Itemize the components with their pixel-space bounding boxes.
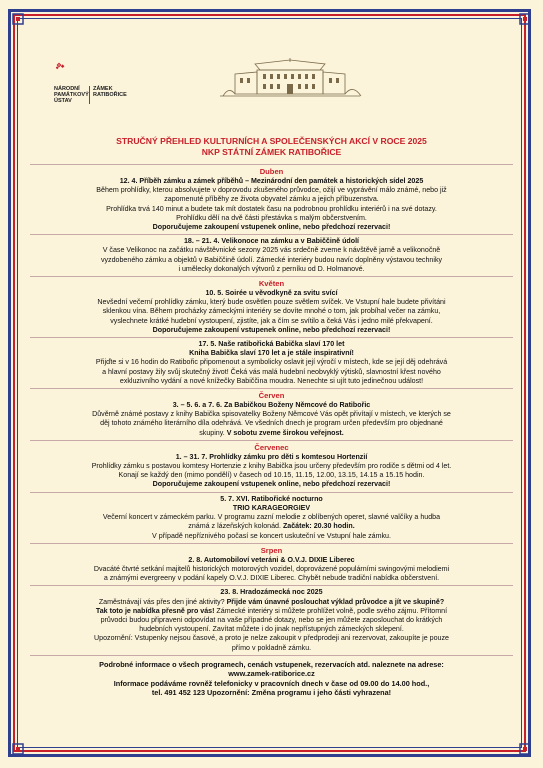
event-text: i umělecky dokonalých výtvorů z perníku od D. Holmanové.	[178, 264, 365, 273]
event-text: Upozornění: Vstupenky nejsou časové, a proto je nelze zakoupit v předprodeji ani rezervovat, zakoupíte je pouze	[94, 634, 449, 643]
footer	[30, 660, 513, 698]
event-text: Přijďte si v 16 hodin do Ratibořic připomenout a symbolicky oslavit její výročí v místech, kde se její děj odehrává	[95, 358, 448, 367]
event-heading: 23. 8. Hradozámecká noc 2025	[220, 588, 323, 597]
divider	[30, 655, 513, 656]
event-text: zapomenuté příběhy ze života obyvatel zámku a jejich příbuzenstva.	[164, 195, 379, 204]
event-text: sklenkou vína. Během procházky zámeckými interiéry se dovíte mnohé o tom, jak probíhal večer na zámku,	[102, 307, 441, 316]
event-heading: 3. – 5. 6. a 7. 6. Za Babičkou Boženy Němcové do Ratibořic	[172, 401, 371, 410]
divider	[30, 388, 513, 389]
header	[30, 50, 513, 120]
event-block	[30, 453, 513, 490]
event-text: Prohlídku dělí na dvě části přestávka s malým občerstvením.	[176, 213, 367, 222]
divider	[30, 164, 513, 165]
month-heading: Duben	[259, 167, 284, 176]
event-block	[30, 289, 513, 335]
event-text: hudebních vystoupení. Zavítat můžete i do jinak nepřístupných zámeckých sklepení.	[139, 625, 404, 634]
event-text: Nevšední večerní prohlídky zámku, který bude osvětlen pouze světlem svíček. Ve Vstupní hale budete přivítáni	[97, 298, 446, 307]
divider	[30, 543, 513, 544]
event-heading: 12. 4. Příběh zámku a zámek příběhů – Mezinárodní den památek a historických sídel 2025	[119, 177, 424, 185]
logo-castle-name: ZÁMEK RATIBOŘICE	[93, 86, 127, 98]
event-text: Zaměstnávají vás přes den jiné aktivity? Přijde vám únavné poslouchat výklad průvodce a jít ve skupině?	[98, 597, 445, 606]
month-heading: Srpen	[260, 545, 283, 555]
event-text: skupiny. V sobotu zveme širokou veřejnost.	[199, 428, 344, 437]
event-text: Večerní koncert v zámeckém parku. V programu zazní melodie z oblíbených operet, slavné valčíky a hudba	[102, 513, 441, 522]
event-text: známá z lázeňských kolonád. Začátek: 20.30 hodin.	[188, 522, 355, 531]
event-heading: 1. – 31. 7. Prohlídky zámku pro děti s komtesou Hortenzií	[175, 452, 368, 461]
event-text: a známými evergreeny v podání kapely O.V.J. DIXIE Liberec. Chybět nebude tradiční nabídka občerstvení.	[103, 574, 440, 583]
event-text: průvodci budou připraveni odpovídat na vaše případné dotazy, nebo se jen můžete zaposlouchat do krátkých	[100, 615, 443, 624]
event-block	[30, 588, 513, 652]
footer-text: tel. 491 452 123 Upozornění: Změna programu i jeho části vyhrazena!	[151, 688, 392, 698]
event-block	[30, 495, 513, 541]
divider	[30, 234, 513, 235]
event-note: Doporučujeme zakoupení vstupenek online, nebo předchozí rezervaci!	[152, 223, 391, 232]
document-content	[30, 50, 513, 698]
chateau-drawing-icon	[215, 58, 365, 100]
event-heading: 5. 7. XVI. Ratibořické nocturno	[220, 494, 323, 503]
event-subheading: TRIO KARAGEORGIEV	[232, 503, 311, 512]
event-text: Prohlídka trvá 140 minut a budete tak mít dostatek času na podrobnou prohlídku interiérů i na své dotazy.	[106, 204, 437, 213]
month-heading: Červen	[258, 391, 285, 401]
divider	[30, 492, 513, 493]
event-text: děj tohoto známého literárního díla odehrává. Ve všedních dnech je program určen především pro objednané	[100, 419, 443, 428]
event-text: Konají se každý den (mimo pondělí) v časech od 10.15, 11.15, 12.00, 13.15, 14.15 a 15.15 hodin.	[118, 471, 425, 480]
event-note: Doporučujeme zakoupení vstupenek online, nebo předchozí rezervaci!	[152, 325, 391, 334]
event-block	[30, 401, 513, 438]
event-block	[30, 556, 513, 584]
event-subheading: Kniha Babička slaví 170 let a je stále inspirativní!	[189, 349, 354, 358]
event-text: vyzdobeného zámku a objektů v Babiččině údolí. Zámecké interiéry budou navíc doplněny výstavou techniky	[100, 255, 443, 264]
logo-divider	[89, 86, 90, 104]
event-block	[30, 237, 513, 274]
npu-logo-icon	[56, 60, 86, 82]
logo-org-name: NÁRODNÍ PAMÁTKOVÝ ÚSTAV	[54, 86, 89, 104]
corner-ornament-icon	[518, 12, 532, 26]
divider	[30, 585, 513, 586]
event-text: Dvacáté čtvrté setkání majitelů historických motorových vozidel, doprovázené populárními swingovými melodiemi	[93, 564, 450, 573]
event-heading: 17. 5. Naše ratibořická Babička slaví 170 let	[198, 340, 345, 349]
event-note: Doporučujeme zakoupení vstupenek online, nebo předchozí rezervaci!	[152, 480, 391, 489]
website-link[interactable]: www.zamek-ratiborice.cz	[228, 669, 315, 679]
event-text: a hlavní postavy žily svůj skutečný život! Čeká vás malá hudební neobvyklý výtisků, slavnostní křest nového	[102, 367, 441, 376]
event-heading: 2. 8. Automobiloví veteráni & O.V.J. DIXIE Liberec	[188, 555, 355, 564]
page-title: STRUČNÝ PŘEHLED KULTURNÍCH A SPOLEČENSKÝCH AKCÍ V ROCE 2025 NKP STÁTNÍ ZÁMEK RATIBOŘICE	[116, 136, 427, 157]
event-text: vyslechnete krátké hudební vystoupení, zjistíte, jak a čím se svítilo a čeká Vás i jedno milé překvapení.	[110, 316, 433, 325]
divider	[30, 337, 513, 338]
month-heading: Červenec	[254, 442, 289, 452]
footer-text: Podrobné informace o všech programech, cenách vstupenek, rezervacích atd. naleznete na adrese:	[99, 659, 444, 669]
event-heading: 10. 5. Soirée u věvodkyně za svitu svící	[205, 289, 338, 298]
divider	[30, 276, 513, 277]
event-block	[30, 340, 513, 386]
event-heading: 18. – 21. 4. Velikonoce na zámku a v Babiččině údolí	[183, 237, 360, 246]
corner-ornament-icon	[11, 12, 25, 26]
divider	[30, 440, 513, 441]
event-block	[30, 177, 513, 232]
event-text: přímo v pokladně zámku.	[231, 643, 312, 652]
corner-ornament-icon	[518, 742, 532, 756]
event-text: exkluzivního vydání a nové knížečky Babiččina moudra. Nenechte si ujít tuto jedinečnou událost!	[119, 376, 424, 385]
corner-ornament-icon	[11, 742, 25, 756]
month-heading: Květen	[258, 279, 285, 289]
event-text: Důvěrně známé postavy z knihy Babička spisovatelky Boženy Němcové Vás opět přivítají v místech, ve kterých se	[92, 410, 451, 419]
footer-text: Informace podáváme rovněž telefonicky v pracovních dnech v čase od 09.00 do 14.00 hod.,	[113, 678, 430, 688]
event-text: V čase Velikonoc na začátku návštěvnické sezony 2025 vás srdečně zveme k návštěvě jarně a velikonočně	[102, 246, 441, 255]
event-text: Během prohlídky, kterou absolvujete v doprovodu zkušeného průvodce, ožijí ve vyprávění málo známé, nebo již	[96, 186, 447, 195]
event-text: Tak toto je nabídka přesně pro vás! Zámecké interiéry si můžete prohlížet volně, podle svého zájmu. Přítomní	[95, 606, 448, 615]
event-text: V případě nepříznivého počasí se koncert uskuteční ve Vstupní hale zámku.	[152, 531, 391, 540]
event-text: Prohlídky zámku s postavou komtesy Hortenzie z knihy Babička jsou určeny především pro rodiče s dětmi od 4 let.	[91, 462, 452, 471]
